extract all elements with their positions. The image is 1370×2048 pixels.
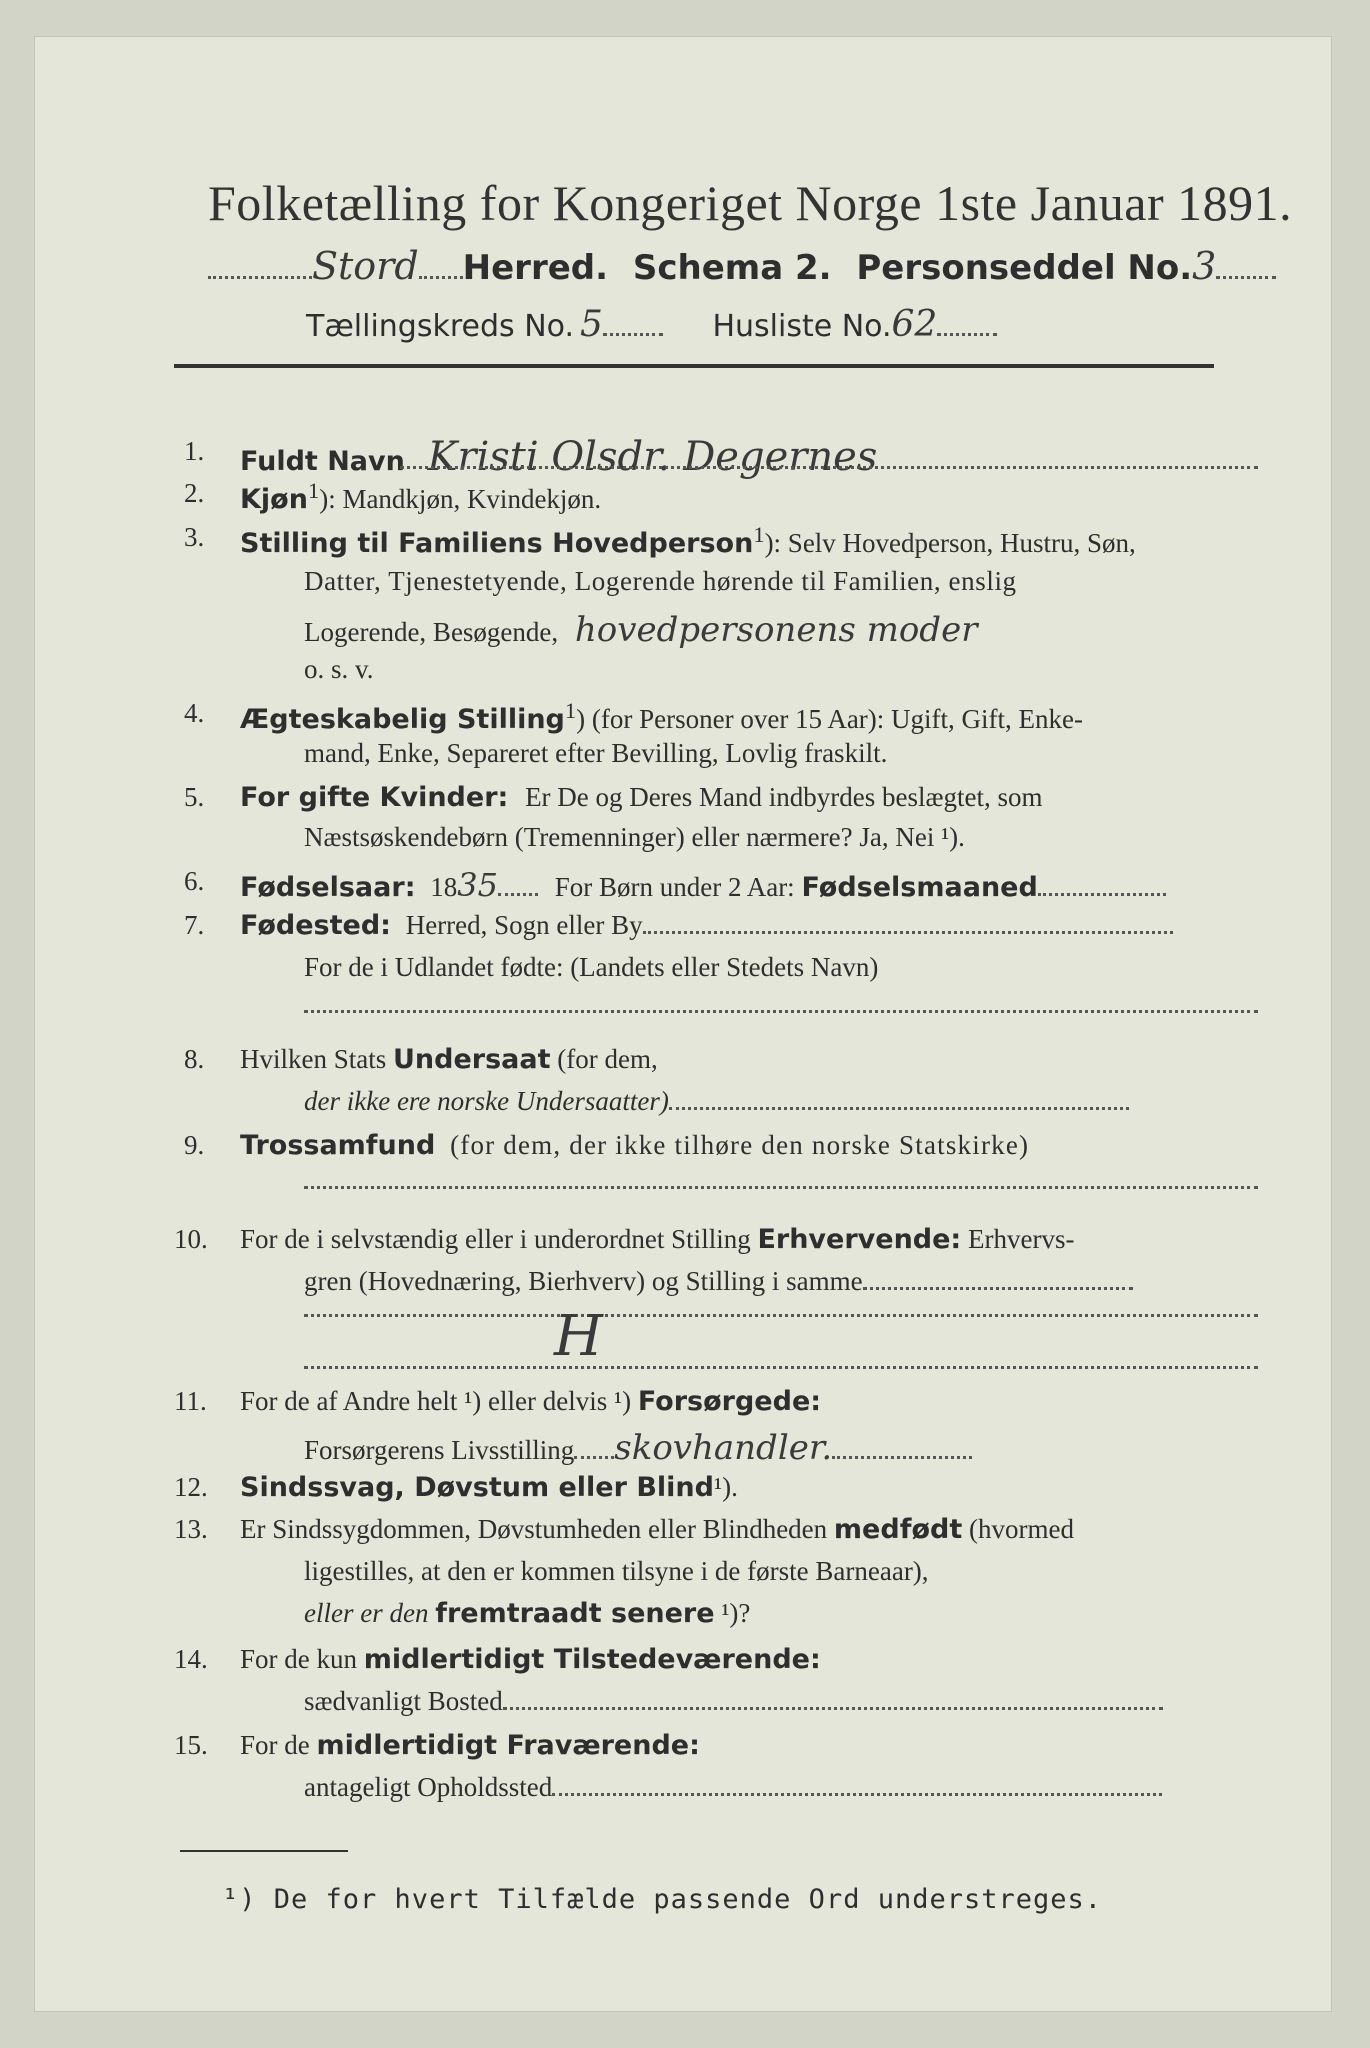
q3-row-3 xyxy=(304,610,977,650)
q12-label: Sindssvag, Døvstum eller Blind xyxy=(240,1472,714,1503)
q14-row-1 xyxy=(240,1644,821,1675)
q5-label: For gifte Kvinder: xyxy=(240,782,509,813)
q14-row-2 xyxy=(304,1686,1163,1717)
q10-dotted-line-2 xyxy=(304,1366,1258,1369)
q15-row-2 xyxy=(304,1772,1162,1803)
q10-text-2: gren (Hovednæring, Bierhverv) og Stilling i samme xyxy=(304,1266,863,1296)
q1-number: 1. xyxy=(184,436,205,466)
q14-label: midlertidigt Tilstedeværende: xyxy=(363,1644,821,1675)
q8-row-1 xyxy=(240,1044,658,1075)
q13-text-3a: eller er den xyxy=(304,1598,429,1628)
q11-label: Forsørgede: xyxy=(637,1386,822,1417)
q3-value: hovedpersonens moder xyxy=(574,610,978,650)
q13-row-3 xyxy=(304,1598,750,1629)
header-divider xyxy=(174,364,1214,368)
q13-label: medfødt xyxy=(833,1514,963,1545)
q3-number: 3. xyxy=(184,522,205,552)
herred-label: Herred. xyxy=(462,248,609,288)
q6-text-2: For Børn under 2 Aar: xyxy=(554,872,795,902)
schema-label: Schema 2. xyxy=(632,248,832,288)
q13-text-3b: ¹)? xyxy=(721,1598,751,1628)
q12-row xyxy=(240,1472,738,1503)
q8-number: 8. xyxy=(184,1044,205,1074)
q5-text-1: Er De og Deres Mand indbyrdes beslægtet, som xyxy=(525,782,1043,812)
kreds-label: Tællingskreds No. xyxy=(306,309,574,344)
q1-dotted-line xyxy=(400,466,1258,469)
q8-text-1b: (for dem, xyxy=(557,1044,658,1074)
q13-row-2: ligestilles, at den er kommen tilsyne i de første Barneaar), xyxy=(304,1556,929,1586)
q8-row-2 xyxy=(304,1086,1129,1117)
form-title: Folketælling for Kongeriget Norge 1ste Januar 1891. xyxy=(208,175,1293,231)
q3-text-3: Logerende, Besøgende, xyxy=(304,617,559,647)
q3-label: Stilling til Familiens Hovedperson xyxy=(240,528,754,559)
q10-text-1b: Erhvervs- xyxy=(967,1224,1075,1254)
q5-row-1 xyxy=(240,782,1042,813)
q12-number: 12. xyxy=(174,1472,208,1502)
q6-value: 35 xyxy=(457,866,498,904)
q1-value: Kristi Olsdr. Degernes xyxy=(427,434,878,480)
q6-prefix: 18 xyxy=(430,872,458,902)
q14-text-2: sædvanligt Bosted xyxy=(304,1686,503,1716)
q8-text-2: der ikke ere norske Undersaatter) xyxy=(304,1086,669,1116)
q11-value: skovhandler. xyxy=(614,1428,833,1468)
q15-row-1 xyxy=(240,1730,700,1761)
q10-value: H xyxy=(554,1304,603,1369)
q14-number: 14. xyxy=(174,1644,208,1674)
q7-text-1: Herred, Sogn eller By xyxy=(405,910,643,940)
q9-row-1 xyxy=(240,1130,1029,1161)
q7-row-1 xyxy=(240,910,1173,941)
q10-text-1a: For de i selvstændig eller i underordnet Stilling xyxy=(240,1224,751,1254)
q2-text: ): Mandkjøn, Kvindekjøn. xyxy=(319,484,602,514)
q8-label: Undersaat xyxy=(393,1044,551,1075)
q12-text: ¹). xyxy=(713,1472,738,1502)
q1-row xyxy=(240,434,877,480)
q6-number: 6. xyxy=(184,866,205,896)
q3-row-2: Datter, Tjenestetyende, Logerende hørende til Familien, enslig xyxy=(304,566,1017,596)
q14-text-1a: For de kun xyxy=(240,1644,357,1674)
q7-label: Fødested: xyxy=(240,910,391,941)
personseddel-value: 3 xyxy=(1192,244,1217,288)
q13-row-1 xyxy=(240,1514,1074,1545)
q5-row-2: Næstsøskendebørn (Tremenninger) eller nærmere? Ja, Nei ¹). xyxy=(304,822,965,852)
q6-label: Fødselsaar: xyxy=(240,872,416,903)
q13-text-1a: Er Sindssygdommen, Døvstumheden eller Blindheden xyxy=(240,1514,828,1544)
footnote: ¹) De for hvert Tilfælde passende Ord understreges. xyxy=(222,1884,1103,1915)
q4-label: Ægteskabelig Stilling xyxy=(240,704,565,735)
kreds-value: 5 xyxy=(580,304,603,345)
q11-row-2 xyxy=(304,1428,972,1468)
census-form-sheet xyxy=(34,36,1332,2012)
q4-number: 4. xyxy=(184,698,205,728)
q13-text-1b: (hvormed xyxy=(968,1514,1074,1544)
q13-number: 13. xyxy=(174,1514,208,1544)
q10-label: Erhvervende: xyxy=(757,1224,962,1255)
q13-label-3: fremtraadt senere xyxy=(435,1598,715,1629)
q1-label: Fuldt Navn xyxy=(240,446,405,477)
q4-text-1: ) (for Personer over 15 Aar): Ugift, Gift, Enke- xyxy=(576,704,1083,734)
q3-row-1: Stilling til Familiens Hovedperson$^1$): Selv Hovedperson, Hustru, Søn, xyxy=(240,522,1136,559)
q9-text-1: (for dem, der ikke tilhøre den norske Statskirke) xyxy=(450,1130,1030,1160)
q6-row xyxy=(240,866,1166,904)
q2-sup: 1 xyxy=(307,478,320,503)
q3-text-1: ): Selv Hovedperson, Hustru, Søn, xyxy=(764,528,1136,558)
q3-row-4: o. s. v. xyxy=(304,654,374,684)
header-kreds-row xyxy=(306,304,997,345)
q2-label: Kjøn xyxy=(240,484,308,515)
q10-row-2 xyxy=(304,1266,1133,1297)
q7-dotted-line xyxy=(304,1010,1258,1013)
q4-row-1: Ægteskabelig Stilling$^1$) (for Personer over 15 Aar): Ugift, Gift, Enke- xyxy=(240,698,1083,735)
q7-row-2: For de i Udlandet fødte: (Landets eller Stedets Navn) xyxy=(304,952,879,982)
q10-row-1 xyxy=(240,1224,1074,1255)
personseddel-label: Personseddel No. xyxy=(856,248,1193,288)
q9-label: Trossamfund xyxy=(240,1130,436,1161)
header-herred-row xyxy=(208,244,1276,288)
footnote-divider xyxy=(180,1850,348,1852)
q11-text-1: For de af Andre helt ¹) eller delvis ¹) xyxy=(240,1386,632,1416)
q5-number: 5. xyxy=(184,782,205,812)
q15-text-2: antageligt Opholdssted xyxy=(304,1772,553,1802)
q7-number: 7. xyxy=(184,910,205,940)
q9-dotted-line xyxy=(304,1186,1258,1189)
q15-text-1a: For de xyxy=(240,1730,310,1760)
q11-row-1 xyxy=(240,1386,821,1417)
herred-value: Stord xyxy=(312,244,419,288)
q10-dotted-line-1 xyxy=(304,1314,1258,1317)
q2-number: 2. xyxy=(184,478,205,508)
q10-number: 10. xyxy=(174,1224,208,1254)
q11-text-2: Forsørgerens Livsstilling xyxy=(304,1435,575,1465)
q4-row-2: mand, Enke, Separeret efter Bevilling, Lovlig fraskilt. xyxy=(304,738,888,768)
q15-number: 15. xyxy=(174,1730,208,1760)
q9-number: 9. xyxy=(184,1130,205,1160)
q6-label-2: Fødselsmaaned xyxy=(801,872,1038,903)
husliste-label: Husliste No. xyxy=(712,309,892,344)
q11-number: 11. xyxy=(174,1386,207,1416)
husliste-value: 62 xyxy=(891,304,938,345)
q15-label: midlertidigt Fraværende: xyxy=(316,1730,700,1761)
q2-row xyxy=(240,478,601,515)
q8-text-1a: Hvilken Stats xyxy=(240,1044,387,1074)
